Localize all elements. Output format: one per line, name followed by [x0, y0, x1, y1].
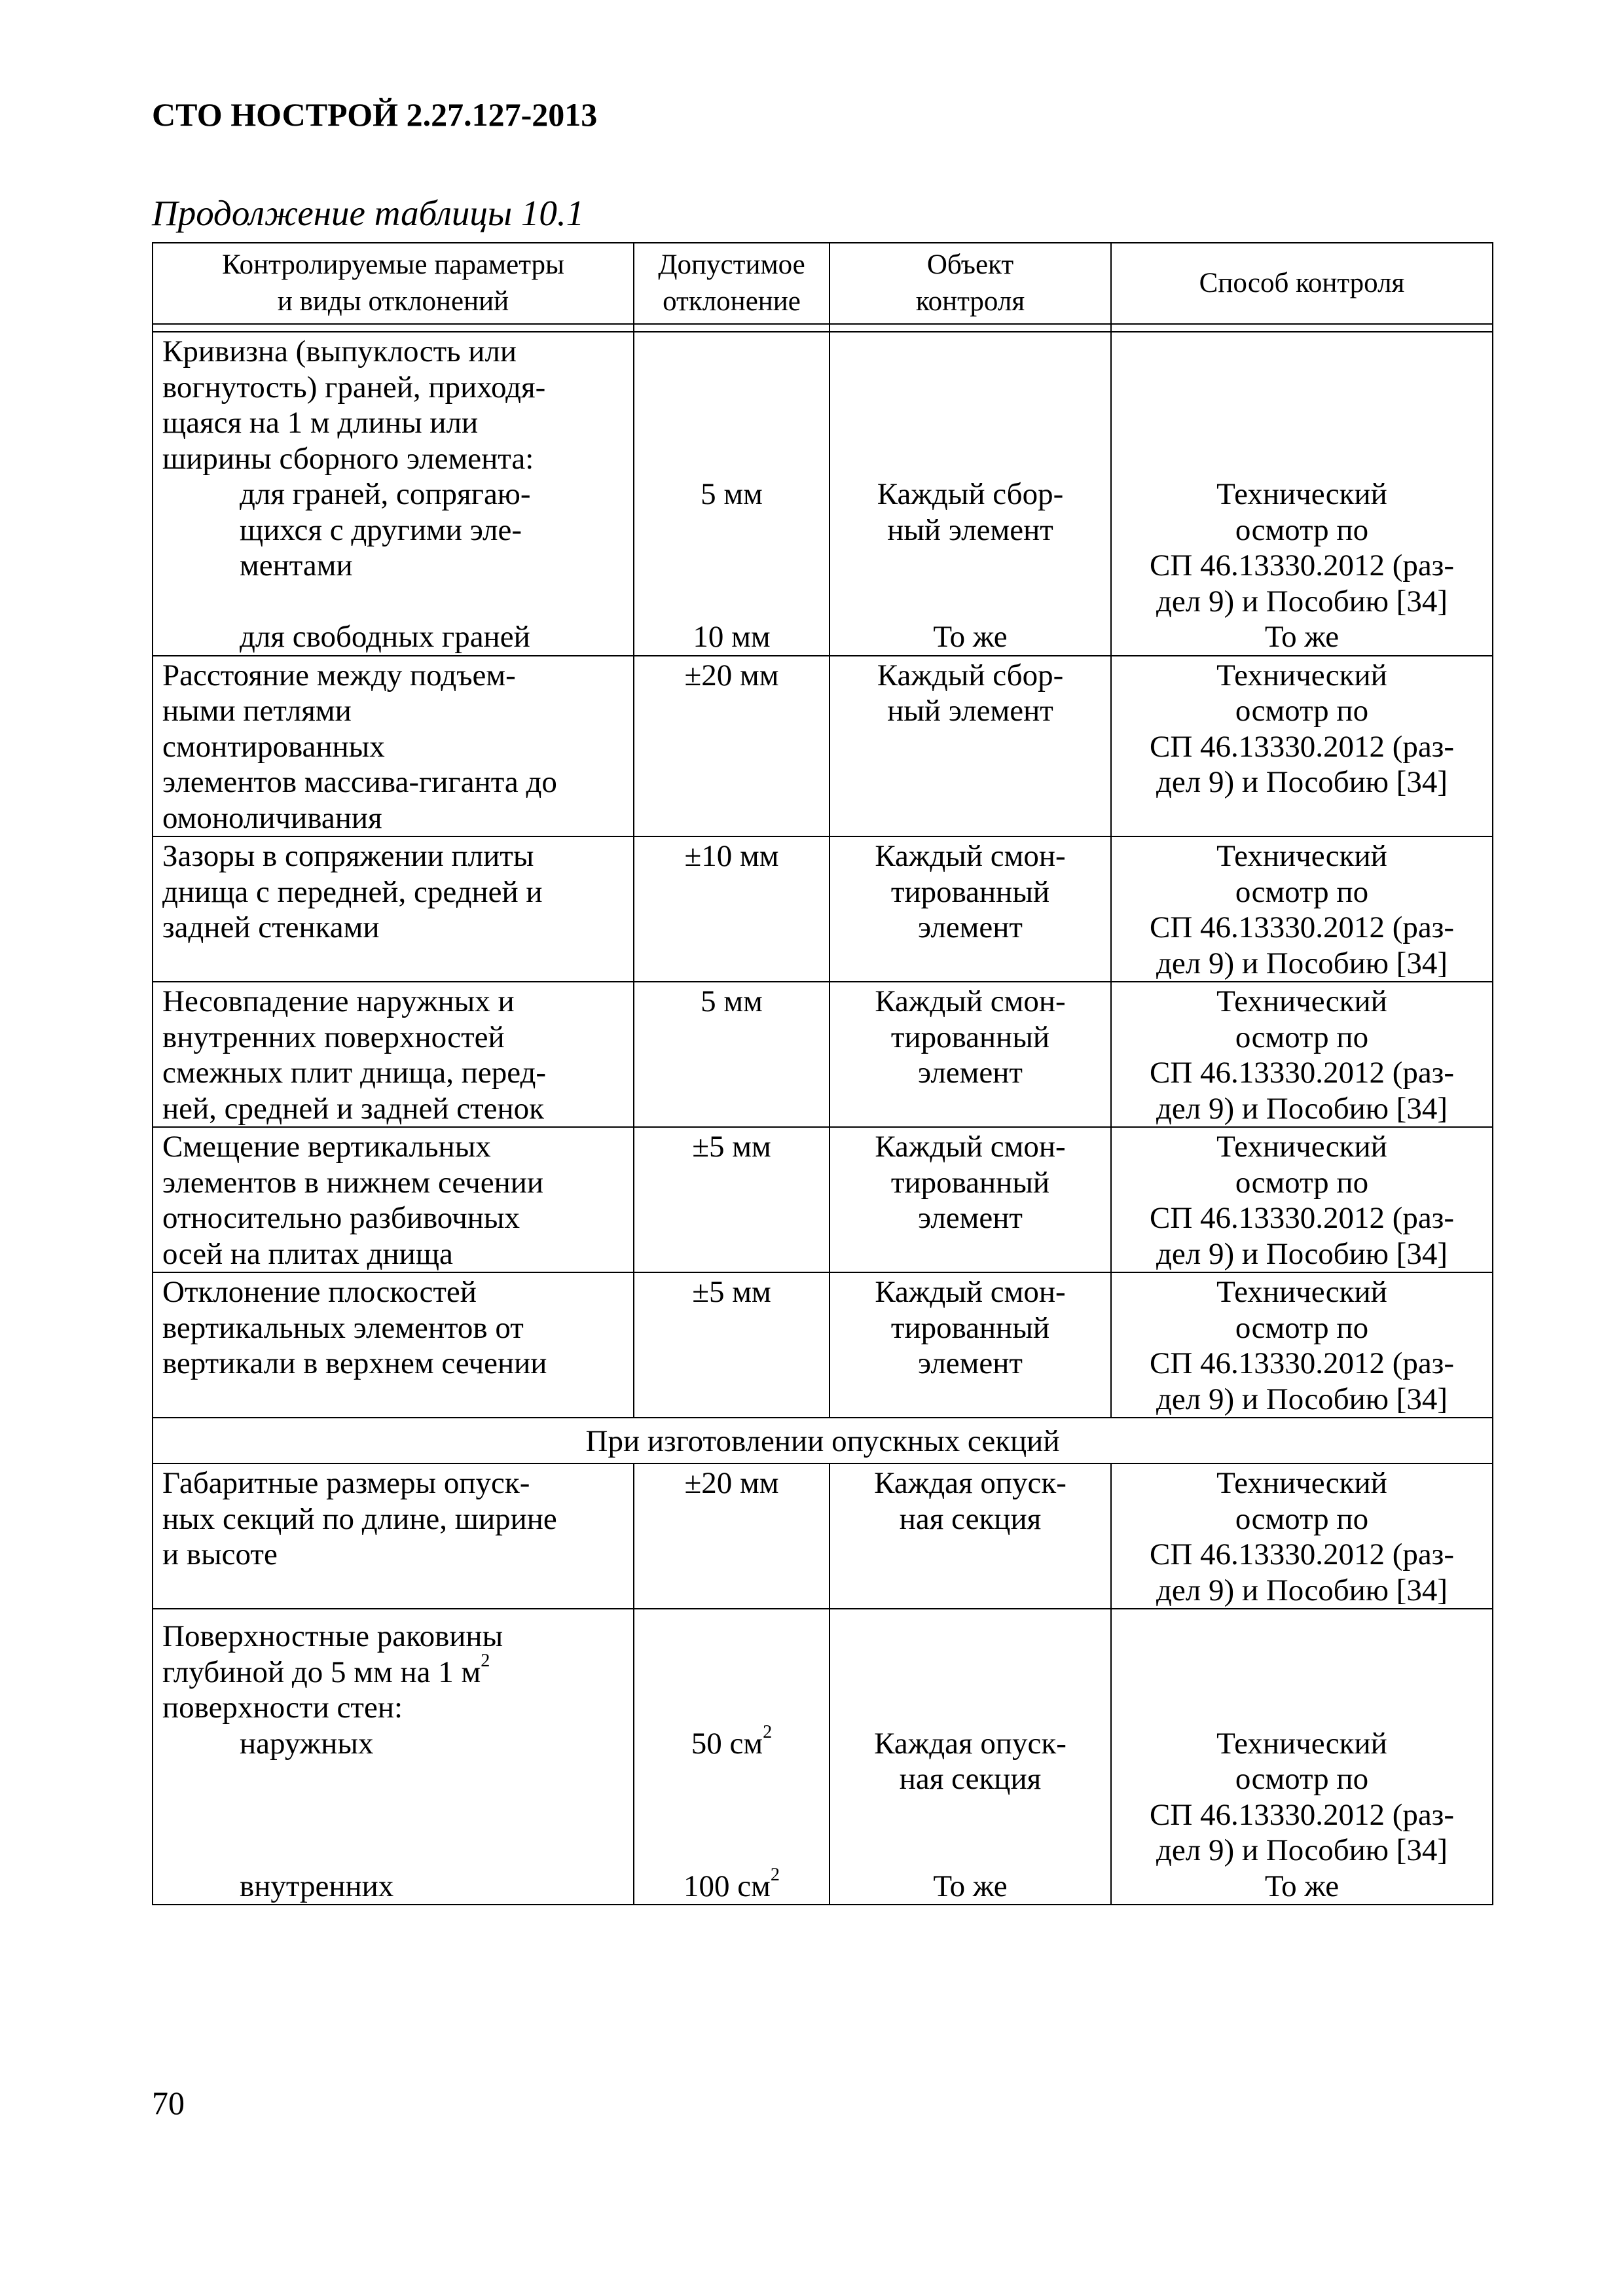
- object-text: ная секция: [899, 1501, 1042, 1536]
- method-text: осмотр по: [1235, 694, 1369, 728]
- method-text: СП 46.13330.2012 (раз-: [1149, 1346, 1455, 1380]
- method-text: СП 46.13330.2012 (раз-: [1149, 910, 1455, 944]
- method-text: осмотр по: [1235, 1165, 1369, 1200]
- tolerance-cell: [634, 656, 830, 837]
- object-text: Каждый смон-: [875, 1275, 1066, 1309]
- tolerance-table: [152, 242, 1493, 1905]
- param-text: элементов массива-гиганта до: [162, 765, 557, 799]
- page-number: 70: [152, 2085, 185, 2121]
- param-text: вертикали в верхнем сечении: [162, 1346, 547, 1380]
- object-text: элемент: [918, 1201, 1023, 1235]
- tolerance-cell: [634, 1609, 830, 1905]
- parameter-cell: [153, 1609, 634, 1905]
- parameter-cell: [153, 332, 634, 656]
- object-cell: [830, 1463, 1111, 1609]
- method-text: дел 9) и Пособию [34]: [1156, 1091, 1448, 1126]
- tolerance-text: 5 мм: [701, 984, 763, 1018]
- param-text: Несовпадение наружных и: [162, 984, 515, 1018]
- tolerance-text: ±10 мм: [684, 839, 779, 873]
- method-text: Технический: [1216, 1275, 1387, 1309]
- object-text: Каждая опуск-: [874, 1466, 1067, 1500]
- object-text: Каждый смон-: [875, 839, 1066, 873]
- param-text: щихся с другими эле-: [240, 512, 522, 547]
- header-text: Допустимое: [658, 249, 805, 280]
- param-text: ширины сборного элемента:: [162, 441, 534, 476]
- param-text: Зазоры в сопряжении плиты: [162, 839, 534, 873]
- param-text: смежных плит днища, перед-: [162, 1056, 547, 1090]
- method-text: Технический: [1216, 1466, 1387, 1500]
- tolerance-cell: [634, 1463, 830, 1609]
- tolerance-cell: [634, 982, 830, 1127]
- parameter-cell: [153, 656, 634, 837]
- tolerance-text: 10 мм: [693, 620, 771, 654]
- method-text: СП 46.13330.2012 (раз-: [1149, 729, 1455, 764]
- object-text: Каждый сбор-: [877, 477, 1064, 511]
- object-text: тированный: [890, 874, 1050, 909]
- param-text: и высоте: [162, 1537, 278, 1571]
- header-object: [830, 243, 1111, 324]
- object-cell: [830, 1272, 1111, 1418]
- table-row: [153, 1127, 1493, 1272]
- gap-cell: [1111, 324, 1493, 332]
- param-text: ных секций по длине, ширине: [162, 1501, 557, 1536]
- method-text: дел 9) и Пособию [34]: [1156, 584, 1448, 619]
- table-row: [153, 1609, 1493, 1905]
- table-caption: Продолжение таблицы 10.1: [152, 193, 585, 233]
- param-text: наружных: [240, 1726, 374, 1761]
- tolerance-text: 50 см: [691, 1726, 763, 1761]
- tolerance-text: [644, 1864, 820, 1905]
- method-text: осмотр по: [1235, 1762, 1369, 1796]
- tolerance-cell: [634, 332, 830, 656]
- object-cell: [830, 982, 1111, 1127]
- method-text: дел 9) и Пособию [34]: [1156, 1236, 1448, 1271]
- header-text: Контролируемые параметры: [222, 249, 564, 280]
- tolerance-text: [644, 1721, 820, 1762]
- gap-cell: [153, 324, 634, 332]
- method-text: осмотр по: [1235, 1310, 1369, 1345]
- param-text: Смещение вертикальных: [162, 1130, 491, 1164]
- tolerance-text: ±20 мм: [684, 658, 779, 692]
- method-text: Технический: [1216, 839, 1387, 873]
- object-text: тированный: [890, 1020, 1050, 1054]
- object-text: элемент: [918, 1346, 1023, 1380]
- param-text: глубиной до 5 мм на 1 м: [162, 1655, 481, 1689]
- method-text: Технический: [1216, 477, 1387, 511]
- object-text: тированный: [890, 1165, 1050, 1200]
- method-text: Технический: [1216, 1130, 1387, 1164]
- table-row: [153, 836, 1493, 982]
- tolerance-text: 5 мм: [701, 477, 763, 511]
- method-text: дел 9) и Пособию [34]: [1156, 765, 1448, 799]
- method-cell: [1111, 1272, 1493, 1418]
- method-cell: [1111, 982, 1493, 1127]
- tolerance-text: 100 см: [684, 1869, 771, 1903]
- object-text: Каждый смон-: [875, 1130, 1066, 1164]
- method-text: осмотр по: [1235, 1020, 1369, 1054]
- method-text: дел 9) и Пособию [34]: [1156, 946, 1448, 980]
- object-cell: [830, 836, 1111, 982]
- method-text: дел 9) и Пособию [34]: [1156, 1382, 1448, 1416]
- object-cell: [830, 1609, 1111, 1905]
- param-text: задней стенками: [162, 910, 380, 944]
- method-cell: [1111, 332, 1493, 656]
- method-cell: [1111, 656, 1493, 837]
- param-text: Расстояние между подъем-: [162, 658, 516, 692]
- param-text: ней, средней и задней стенок: [162, 1091, 545, 1126]
- parameter-cell: [153, 1463, 634, 1609]
- object-text: ный элемент: [887, 512, 1053, 547]
- parameter-cell: [153, 836, 634, 982]
- method-text: Технический: [1216, 984, 1387, 1018]
- param-text: элементов в нижнем сечении: [162, 1165, 544, 1200]
- param-text: Кривизна (выпуклость или: [162, 334, 517, 368]
- parameter-cell: [153, 982, 634, 1127]
- tolerance-text: ±5 мм: [692, 1275, 771, 1309]
- method-text: То же: [1264, 620, 1340, 654]
- object-cell: [830, 656, 1111, 837]
- header-text: Объект: [926, 249, 1014, 280]
- method-text: Технический: [1216, 1726, 1387, 1761]
- param-text: Габаритные размеры опуск-: [162, 1466, 530, 1500]
- superscript: 2: [770, 1864, 780, 1885]
- object-text: То же: [933, 1869, 1008, 1903]
- method-text: дел 9) и Пособию [34]: [1156, 1833, 1448, 1867]
- superscript: 2: [481, 1650, 490, 1671]
- param-text: для свободных граней: [240, 620, 530, 654]
- method-text: осмотр по: [1235, 512, 1369, 547]
- method-text: СП 46.13330.2012 (раз-: [1149, 548, 1455, 583]
- tolerance-text: ±20 мм: [684, 1466, 779, 1500]
- method-text: осмотр по: [1235, 1501, 1369, 1536]
- param-text: вертикальных элементов от: [162, 1310, 524, 1345]
- parameter-cell: [153, 1272, 634, 1418]
- object-text: Каждый смон-: [875, 984, 1066, 1018]
- tolerance-text: ±5 мм: [692, 1130, 771, 1164]
- header-text: отклонение: [663, 286, 801, 317]
- tolerance-cell: [634, 1272, 830, 1418]
- tolerance-cell: [634, 836, 830, 982]
- object-text: ная секция: [899, 1762, 1042, 1796]
- method-text: СП 46.13330.2012 (раз-: [1149, 1797, 1455, 1832]
- table-row: [153, 982, 1493, 1127]
- param-text: [162, 1650, 624, 1691]
- param-text: ными петлями: [162, 694, 352, 728]
- method-text: осмотр по: [1235, 874, 1369, 909]
- header-text: и виды отклонений: [277, 286, 509, 317]
- param-text: Поверхностные раковины: [162, 1619, 503, 1653]
- superscript: 2: [763, 1721, 773, 1742]
- method-text: СП 46.13330.2012 (раз-: [1149, 1056, 1455, 1090]
- object-text: элемент: [918, 910, 1023, 944]
- table-row: [153, 1272, 1493, 1418]
- method-cell: [1111, 1463, 1493, 1609]
- object-text: ный элемент: [887, 694, 1053, 728]
- object-text: Каждая опуск-: [874, 1726, 1067, 1761]
- section-title: При изготовлении опускных секций: [153, 1418, 1493, 1463]
- gap-cell: [634, 324, 830, 332]
- method-text: Технический: [1216, 658, 1387, 692]
- method-cell: [1111, 1127, 1493, 1272]
- header-text: Способ контроля: [1199, 268, 1405, 298]
- param-text: осей на плитах днища: [162, 1236, 453, 1271]
- method-cell: [1111, 836, 1493, 982]
- header-text: контроля: [915, 286, 1025, 317]
- header-tolerance: [634, 243, 830, 324]
- method-text: То же: [1264, 1869, 1340, 1903]
- object-cell: [830, 332, 1111, 656]
- param-text: днища с передней, средней и: [162, 874, 543, 909]
- header-parameters: [153, 243, 634, 324]
- method-text: СП 46.13330.2012 (раз-: [1149, 1201, 1455, 1235]
- document-code: СТО НОСТРОЙ 2.27.127-2013: [152, 96, 598, 133]
- param-text: относительно разбивочных: [162, 1201, 520, 1235]
- gap-cell: [830, 324, 1111, 332]
- object-text: То же: [933, 620, 1008, 654]
- tolerance-cell: [634, 1127, 830, 1272]
- header-method: [1111, 243, 1493, 324]
- object-text: Каждый сбор-: [877, 658, 1064, 692]
- param-text: внутренних поверхностей: [162, 1020, 505, 1054]
- header-double-rule: [153, 324, 1493, 332]
- table-row: [153, 656, 1493, 837]
- param-text: смонтированных: [162, 729, 385, 764]
- method-text: СП 46.13330.2012 (раз-: [1149, 1537, 1455, 1571]
- object-text: элемент: [918, 1056, 1023, 1090]
- param-text: поверхности стен:: [162, 1691, 403, 1725]
- parameter-cell: [153, 1127, 634, 1272]
- param-text: Отклонение плоскостей: [162, 1275, 477, 1309]
- object-text: тированный: [890, 1310, 1050, 1345]
- table-row: [153, 1463, 1493, 1609]
- param-text: вогнутость) граней, приходя-: [162, 370, 546, 404]
- param-text: ментами: [240, 548, 353, 583]
- param-text: для граней, сопрягаю-: [240, 477, 531, 511]
- param-text: внутренних: [240, 1869, 394, 1903]
- object-cell: [830, 1127, 1111, 1272]
- param-text: омоноличивания: [162, 800, 382, 835]
- table-row: [153, 332, 1493, 656]
- section-row: [153, 1418, 1493, 1463]
- table-header-row: [153, 243, 1493, 324]
- method-cell: [1111, 1609, 1493, 1905]
- method-text: дел 9) и Пособию [34]: [1156, 1573, 1448, 1607]
- param-text: щаяся на 1 м длины или: [162, 406, 479, 440]
